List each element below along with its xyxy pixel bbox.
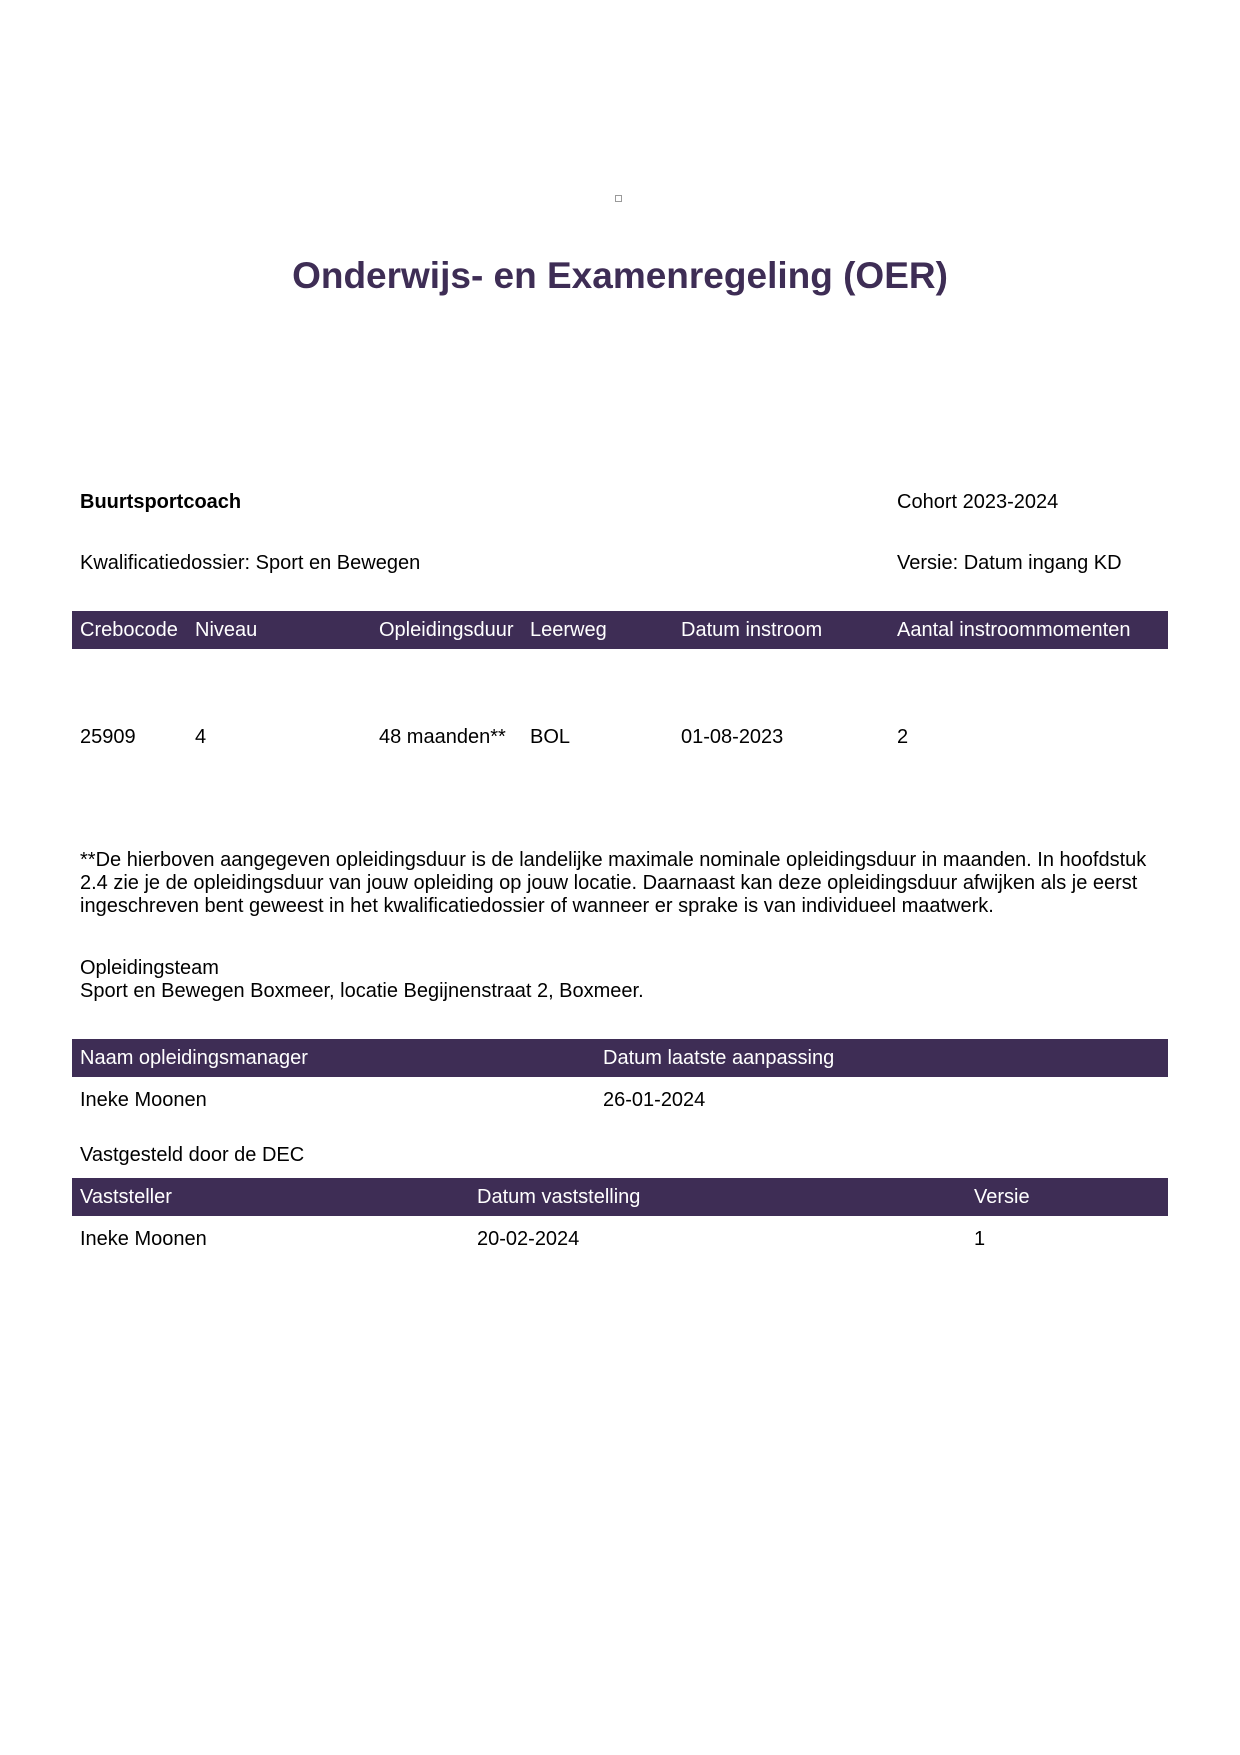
header-datum-laatste-aanpassing: Datum laatste aanpassing [603, 1047, 835, 1069]
header-opleidingsduur: Opleidingsduur [379, 619, 514, 641]
cohort-label: Cohort 2023-2024 [897, 491, 1059, 513]
cell-leerweg: BOL [530, 726, 571, 748]
table-row [72, 726, 1168, 752]
cell-datum-instroom: 01-08-2023 [681, 726, 784, 748]
table-row [72, 1228, 1168, 1254]
header-datum-instroom: Datum instroom [681, 619, 823, 641]
logo-placeholder-icon [615, 195, 622, 202]
page-title: Onderwijs- en Examenregeling (OER) [292, 255, 948, 296]
header-leerweg: Leerweg [530, 619, 607, 641]
qualification-file: Kwalificatiedossier: Sport en Bewegen [80, 552, 421, 574]
header-naam-opleidingsmanager: Naam opleidingsmanager [80, 1047, 308, 1069]
cell-crebocode: 25909 [80, 726, 136, 748]
footnote: **De hierboven aangegeven opleidingsduur is de landelijke maximale nominale opleidingsduur in maanden. In hoofdstuk 2.4 zie je de opleidingsduur van jouw opleiding op jouw locatie. Daarnaast kan deze opleidingsduur afwijken als je eerst ingeschreven bent geweest in het kwalificatiedossier of wanneer er sprake is van individueel maatwerk. [80, 849, 1147, 917]
program-table-header [72, 611, 1168, 649]
table-row [72, 1089, 1168, 1115]
team-label: Opleidingsteam [80, 957, 219, 979]
cell-opleidingsduur: 48 maanden** [379, 726, 506, 748]
header-aantal-instroommomenten: Aantal instroommomenten [897, 619, 1131, 641]
cell-datum-laatste-aanpassing: 26-01-2024 [603, 1089, 706, 1111]
version-label: Versie: Datum ingang KD [897, 552, 1122, 574]
header-crebocode: Crebocode [80, 619, 178, 641]
header-niveau: Niveau [195, 619, 258, 641]
header-datum-vaststelling: Datum vaststelling [477, 1186, 641, 1208]
manager-table-header [72, 1039, 1168, 1077]
program-name: Buurtsportcoach [80, 491, 242, 513]
header-vaststeller: Vaststeller [80, 1186, 172, 1208]
approval-label: Vastgesteld door de DEC [80, 1144, 305, 1166]
header-versie: Versie [974, 1186, 1030, 1208]
cell-vaststeller: Ineke Moonen [80, 1228, 207, 1250]
team-location: Sport en Bewegen Boxmeer, locatie Begijnenstraat 2, Boxmeer. [80, 980, 644, 1002]
approval-table-header [72, 1178, 1168, 1216]
cell-naam-opleidingsmanager: Ineke Moonen [80, 1089, 207, 1111]
cell-versie: 1 [974, 1228, 986, 1250]
cell-datum-vaststelling: 20-02-2024 [477, 1228, 580, 1250]
cell-niveau: 4 [195, 726, 207, 748]
cell-aantal-instroommomenten: 2 [897, 726, 909, 748]
